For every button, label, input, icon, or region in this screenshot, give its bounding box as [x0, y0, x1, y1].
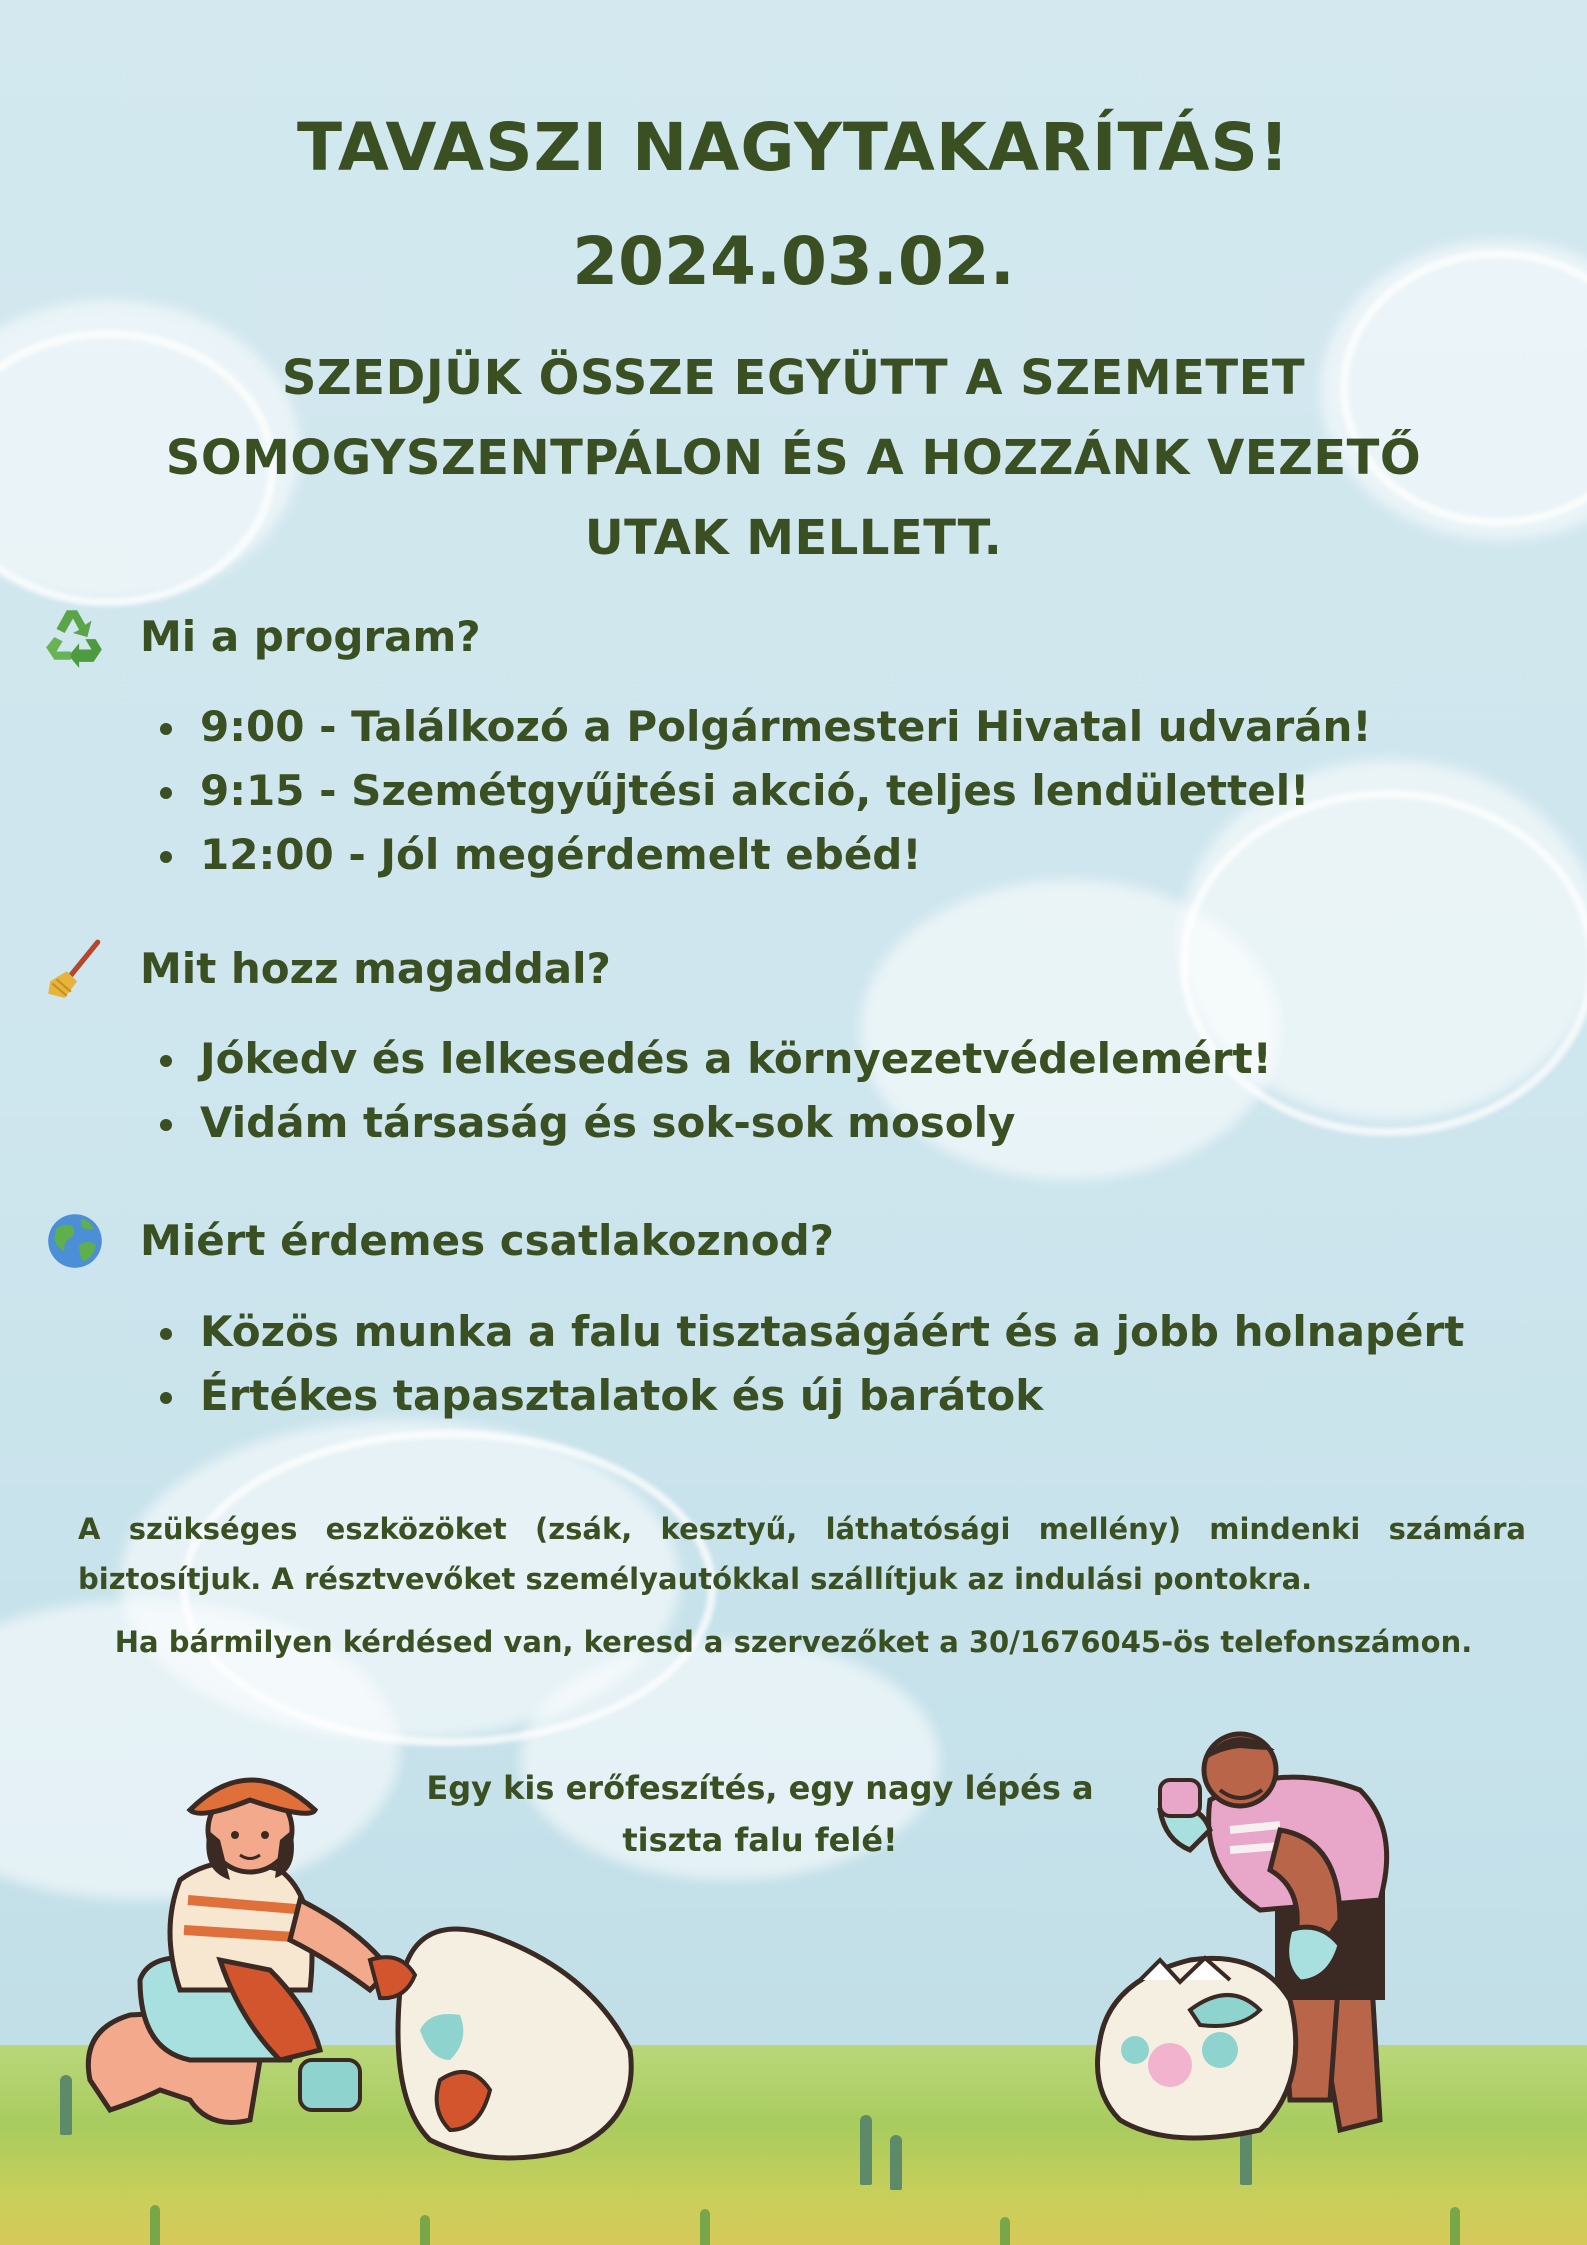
woman-collecting-illustration	[70, 1760, 650, 2180]
tree-shape	[890, 2135, 902, 2190]
subtitle	[0, 338, 1587, 578]
broom-icon	[42, 936, 108, 1002]
list-item: Jókedv és lelkesedés a környezetvédelemért!	[160, 1027, 1272, 1091]
event-date: 2024.03.02.	[572, 223, 1015, 300]
program-list	[160, 695, 1372, 887]
list-item: Közös munka a falu tisztaságáért és a jobb holnapért	[160, 1300, 1464, 1364]
tree-shape	[860, 2115, 872, 2185]
subtitle-line: SZEDJÜK ÖSSZE EGYÜTT A SZEMETET	[281, 350, 1306, 406]
grass-tuft	[420, 2215, 430, 2245]
recycle-icon	[42, 602, 108, 668]
why-list	[160, 1300, 1464, 1428]
man-collecting-illustration	[1080, 1720, 1510, 2160]
subtitle-line: UTAK MELLETT.	[584, 510, 1003, 566]
list-item: Vidám társaság és sok-sok mosoly	[160, 1091, 1272, 1155]
globe-icon	[42, 1208, 108, 1274]
page-title: TAVASZI NAGYTAKARÍTÁS!	[296, 109, 1291, 186]
section-title-program: Mi a program?	[140, 612, 481, 661]
list-item: Értékes tapasztalatok és új barátok	[160, 1364, 1464, 1428]
grass-tuft	[700, 2209, 710, 2245]
slogan-line: tiszta falu felé!	[622, 1821, 898, 1859]
bring-list	[160, 1027, 1272, 1155]
contact-text: Ha bármilyen kérdésed van, keresd a szervezőket a 30/1676045-ös telefonszámon.	[114, 1625, 1473, 1659]
section-title-bring: Mit hozz magaddal?	[140, 944, 611, 993]
subtitle-line: SOMOGYSZENTPÁLON ÉS A HOZZÁNK VEZETŐ	[165, 430, 1422, 486]
grass-tuft	[1450, 2207, 1460, 2245]
grass-tuft	[150, 2205, 160, 2245]
info-text: A szükséges eszközöket (zsák, kesztyű, láthatósági mellény) mindenki számára biztosítjuk. A résztvevőket személyautókkal szállítjuk az indulási pontokra.	[78, 1512, 1526, 1596]
slogan-line: Egy kis erőfeszítés, egy nagy lépés a	[426, 1769, 1094, 1807]
list-item: 12:00 - Jól megérdemelt ebéd!	[160, 823, 1372, 887]
grass-tuft	[1000, 2217, 1010, 2245]
list-item: 9:15 - Szemétgyűjtési akció, teljes lendülettel!	[160, 759, 1372, 823]
list-item: 9:00 - Találkozó a Polgármesteri Hivatal udvarán!	[160, 695, 1372, 759]
section-title-why: Miért érdemes csatlakoznod?	[140, 1216, 835, 1265]
